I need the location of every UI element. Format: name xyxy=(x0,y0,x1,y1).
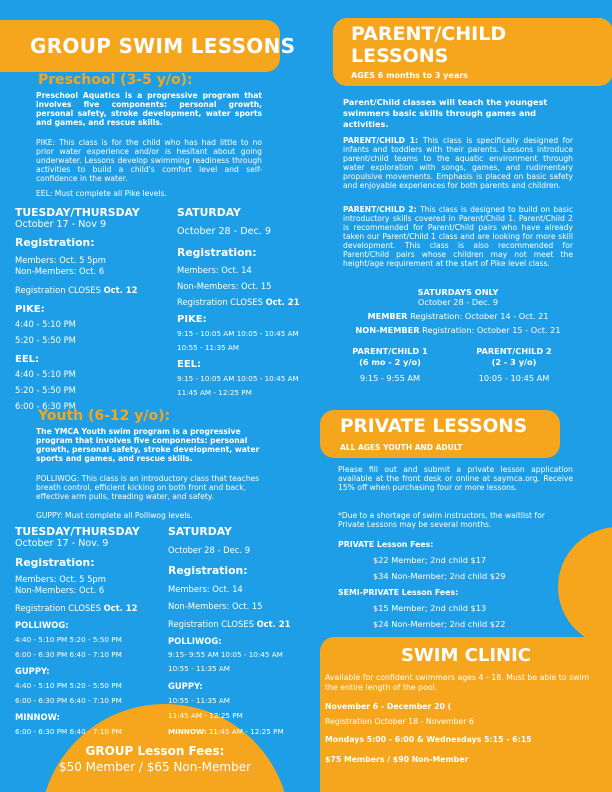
private-lessons-text: Please fill out and submit a private lesson application available at the front desk or online at saymca.org. Receive 15% off when purchasing four or more lessons. xyxy=(338,465,573,492)
nonmembers-reg: Non-Members: Oct. 6 xyxy=(15,585,105,595)
schedule-title: SATURDAY xyxy=(177,206,241,219)
parent-child-2-ages: (2 - 3 y/o) xyxy=(491,357,537,367)
private-fee-nonmember: $34 Non-Member; 2nd child $29 xyxy=(373,571,506,581)
schedule-dates: October 17 - Nov 9 xyxy=(15,219,107,230)
youth-tuesday-thursday xyxy=(15,525,175,737)
decor-circle-right xyxy=(558,527,612,647)
registration-closes: Registration CLOSES Oct. 21 xyxy=(177,297,300,307)
nonmembers-reg: Non-Members: Oct. 15 xyxy=(168,601,263,611)
group-fees xyxy=(20,744,290,775)
eel-time: 4:40 - 5:10 PM xyxy=(15,369,76,379)
semi-private-fee-nonmember: $24 Non-Member; 2nd child $22 xyxy=(373,619,506,629)
schedule-dates: October 17 - Nov. 9 xyxy=(15,538,109,549)
members-reg: Members: Oct. 5 5pm xyxy=(15,574,106,584)
preschool-tuesday-thursday xyxy=(15,206,175,412)
schedule-title: SATURDAY xyxy=(168,525,232,538)
group-fees-title: GROUP Lesson Fees: xyxy=(85,744,225,758)
group-fees-line: $50 Member / $65 Non-Member xyxy=(58,760,252,774)
parent-child-title-line2: LESSONS xyxy=(351,45,449,67)
private-lessons-waitlist: *Due to a shortage of swim instructors, the waitlist for Private Lessons may be several months. xyxy=(338,511,545,529)
swim-clinic-text: Available for confident swimmers ages 4 - 18. Must be able to swim the entire length of the pool. xyxy=(325,673,590,692)
parent-child-1-time: 9:15 - 9:55 AM xyxy=(359,373,421,383)
parent-child-2-time: 10:05 - 10:45 AM xyxy=(478,373,550,383)
minnow-sat: MINNOW: 11:45 AM - 12:25 PM xyxy=(168,727,284,736)
nonmembers-reg: Non-Members: Oct. 6 xyxy=(15,266,105,276)
eel-time: 9:15 - 10:05 AM 10:05 - 10:45 AM xyxy=(177,374,299,383)
eel-label: EEL: xyxy=(177,359,202,370)
youth-heading: Youth (6-12 y/o): xyxy=(38,408,171,424)
polliwog-time: 6:00 - 6:30 PM 6:40 - 7:10 PM xyxy=(15,650,122,659)
swim-clinic-times: Mondays 5:00 - 6:00 & Wednesdays 5:15 - 6:15 xyxy=(325,735,532,744)
eel-time: 11:45 AM - 12:25 PM xyxy=(177,388,252,397)
members-reg: Members: Oct. 14 xyxy=(177,265,252,275)
swim-clinic-box xyxy=(320,637,612,792)
eel-description: EEL: Must complete all Pike levels. xyxy=(36,189,167,198)
pike-time: 5:20 - 5:50 PM xyxy=(15,335,76,345)
parent-child-1-ages: (6 mo - 2 y/o) xyxy=(359,357,421,367)
preschool-heading: Preschool (3-5 y/o): xyxy=(38,72,193,88)
nonmembers-reg: Non-Members: Oct. 15 xyxy=(177,281,272,291)
parent-child-1-slot xyxy=(335,346,445,384)
pike-label: PIKE: xyxy=(177,314,207,325)
private-lessons-subtitle: ALL AGES YOUTH AND ADULT xyxy=(340,443,463,452)
private-fee-member: $22 Member; 2nd child $17 xyxy=(373,555,487,565)
members-reg: Members: Oct. 5 5pm xyxy=(15,255,106,265)
parent-child-subtitle: AGES 6 months to 3 years xyxy=(351,71,468,80)
eel-time: 6:00 - 6:30 PM xyxy=(15,401,76,411)
registration-closes: Registration CLOSES Oct. 12 xyxy=(15,285,138,295)
guppy-time: 11:45 AM - 12:25 PM xyxy=(168,711,243,720)
pike-time: 9:15 - 10:05 AM 10:05 - 10:45 AM xyxy=(177,329,299,338)
pike-time: 4:40 - 5:10 PM xyxy=(15,319,76,329)
parent-child-lead: Parent/Child classes will teach the youngest swimmers basic skills through games and activities. xyxy=(343,97,548,129)
registration-label: Registration: xyxy=(15,236,95,249)
polliwog-label: POLLIWOG: xyxy=(168,636,222,646)
youth-intro: The YMCA Youth swim program is a progressive program that involves five components: personal growth, personal safety, stroke development, water sports and games, and rescue skills. xyxy=(36,427,260,463)
registration-label: Registration: xyxy=(168,564,248,577)
swim-clinic-fees: $75 Members / $90 Non-Member xyxy=(325,755,469,764)
parent-child-2-slot xyxy=(459,346,569,384)
member-registration: MEMBER Registration: October 14 - Oct. 21 xyxy=(367,311,549,321)
private-lessons-title: PRIVATE LESSONS xyxy=(340,416,528,437)
polliwog-description: POLLIWOG: This class is an introductory class that teaches breath control, efficient kicking on both front and back, effective arm pulls, treading water, and safety. xyxy=(36,474,260,501)
group-lessons-header xyxy=(0,20,296,72)
schedule-title: TUESDAY/THURSDAY xyxy=(15,525,140,538)
guppy-time: 4:40 - 5:10 PM 5:20 - 5:50 PM xyxy=(15,681,122,690)
minnow-time: 6:00 - 6:30 PM 6:40 - 7:10 PM xyxy=(15,727,122,736)
preschool-saturday xyxy=(177,206,322,398)
registration-label: Registration: xyxy=(15,556,95,569)
pike-label: PIKE: xyxy=(15,304,45,315)
parent-child-2-title: PARENT/CHILD 2 xyxy=(476,346,552,356)
parent-child-1-description: PARENT/CHILD 1: This class is specifically designed for infants and toddlers with their parents. Lessons introduce parent/child teams to the aquatic environment through water exploration with songs, games, and rudimentary propulsive movements. Emphasis is placed on basic safety and enjoyable experiences for both parents and children. xyxy=(343,136,574,190)
schedule-dates: October 28 - Dec. 9 xyxy=(168,545,251,555)
parent-child-dates: October 28 - Dec. 9 xyxy=(417,297,499,307)
swim-clinic-title: SWIM CLINIC xyxy=(400,645,532,666)
saturdays-only: SATURDAYS ONLY xyxy=(417,287,499,297)
guppy-label: GUPPY: xyxy=(15,666,50,676)
swim-clinic-dates: November 6 - December 20 ( xyxy=(325,702,452,711)
eel-label: EEL: xyxy=(15,354,40,365)
youth-saturday xyxy=(168,525,318,737)
swim-clinic-registration: Registration October 18 - November 6 xyxy=(325,717,474,726)
private-fees-label: PRIVATE Lesson Fees: xyxy=(338,540,434,549)
parent-child-title-line1: PARENT/CHILD xyxy=(351,23,507,45)
parent-child-1-title: PARENT/CHILD 1 xyxy=(352,346,428,356)
registration-closes: Registration CLOSES Oct. 12 xyxy=(15,603,138,613)
polliwog-time: 4:40 - 5:10 PM 5:20 - 5:50 PM xyxy=(15,635,122,644)
schedule-title: TUESDAY/THURSDAY xyxy=(15,206,140,219)
parent-child-header xyxy=(333,18,612,86)
pike-description: PIKE: This class is for the child who has had little to no prior water experience and/or is hesitant about going underwater. Lessons develop swimming readiness through activities to build a child's comfort level and self-confidence in the water. xyxy=(36,138,262,183)
semi-private-fee-member: $15 Member; 2nd child $13 xyxy=(373,603,487,613)
polliwog-time: 9:15- 9:55 AM 10:05 - 10:45 AM xyxy=(168,650,283,659)
preschool-intro: Preschool Aquatics is a progressive program that involves five components: personal growth, personal safety, stroke development, water sports and games, and rescue skills. xyxy=(36,91,262,127)
guppy-time: 6:00 - 6:30 PM 6:40 - 7:10 PM xyxy=(15,696,122,705)
polliwog-label: POLLIWOG: xyxy=(15,620,69,630)
guppy-time: 10:55 - 11:35 AM xyxy=(168,696,230,705)
guppy-label: GUPPY: xyxy=(168,681,203,691)
guppy-description: GUPPY: Must complete all Polliwog levels. xyxy=(36,511,193,520)
parent-child-2-description: PARENT/CHILD 2: This class is designed to build on basic introductory skills covered in Parent/Child 1. Parent/Child 2 is recommended for Parent/Child pairs who have already taken our Parent/Child 1 class and are looking for more skill development. This class is also recommended for Parent/Child pairs whose children may not meet the height/age requirement at the start of Pike level class. xyxy=(343,205,573,268)
registration-label: Registration: xyxy=(177,246,257,259)
pike-time: 10:55 - 11:35 AM xyxy=(177,343,239,352)
group-lessons-title: GROUP SWIM LESSONS xyxy=(30,34,296,58)
eel-time: 5:20 - 5:50 PM xyxy=(15,385,76,395)
parent-child-schedule xyxy=(333,287,583,336)
private-lessons-header xyxy=(320,410,560,458)
schedule-dates: October 28 - Dec. 9 xyxy=(177,226,271,237)
polliwog-time: 10:55 - 11:35 AM xyxy=(168,664,230,673)
members-reg: Members: Oct. 14 xyxy=(168,584,243,594)
parent-child-title xyxy=(351,23,506,67)
registration-closes: Registration CLOSES Oct. 21 xyxy=(168,619,291,629)
nonmember-registration: NON-MEMBER Registration: October 15 - Oct. 21 xyxy=(355,325,561,335)
minnow-label: MINNOW: xyxy=(15,712,60,722)
semi-private-fees-label: SEMI-PRIVATE Lesson Fees: xyxy=(338,588,459,597)
